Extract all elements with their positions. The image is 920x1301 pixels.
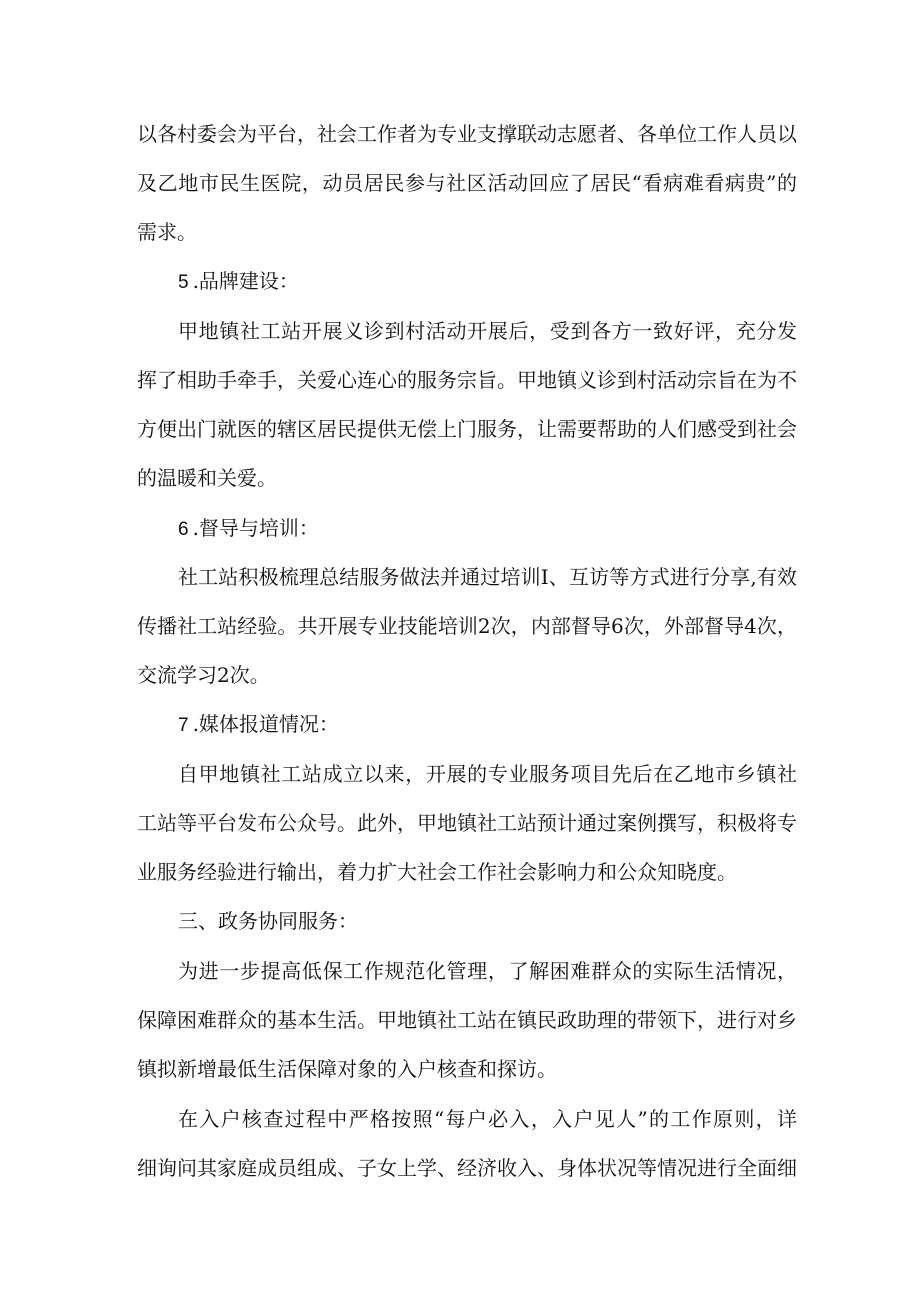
body-text-line: 保障困难群众的基本生活。甲地镇社工站在镇民政助理的带领下，进行对乡 [137,1008,797,1032]
section-title: .媒体报道情况： [192,712,339,736]
body-text-line: 以各村委会为平台，社会工作者为专业支撑联动志愿者、各单位工作人员以 [137,122,797,146]
body-text-line: 传播社工站经验。共开展专业技能培训2次，内部督导6次，外部督导4次， [137,614,797,638]
section-title: 三、政务协同服务： [178,909,358,933]
section-number: 5 [178,272,189,293]
section-heading [178,514,838,542]
section-heading [178,267,838,295]
body-text-line: 工站等平台发布公众号。此外，甲地镇社工站预计通过案例撰写，积极将专 [137,811,797,835]
body-text-line: 的温暖和关爱。 [137,466,277,490]
body-text-line: 镇拟新增最低生活保障对象的入户核查和探访。 [137,1057,557,1081]
section-heading [178,710,838,738]
body-text-line: 社工站积极梳理总结服务做法并通过培训I、互访等方式进行分享,有效 [178,565,797,589]
body-text-line: 业服务经验进行输出，着力扩大社会工作社会影响力和公众知晓度。 [137,860,737,884]
section-number: 6 [178,519,189,540]
body-text-line: 在入户核查过程中严格按照“每户必入，入户见人”的工作原则，详 [178,1107,797,1131]
body-text-line: 需求。 [137,220,197,244]
body-text-line: 甲地镇社工站开展义诊到村活动开展后，受到各方一致好评，充分发 [178,319,797,343]
body-text-line: 细询问其家庭成员组成、子女上学、经济收入、身体状况等情况进行全面细 [137,1156,797,1180]
section-title: .品牌建设： [192,269,299,293]
body-text-line: 挥了相助手牵手，关爱心连心的服务宗旨。甲地镇义诊到村活动宗旨在为不 [137,368,797,392]
body-text-line: 为进一步提高低保工作规范化管理，了解困难群众的实际生活情况， [178,959,797,983]
section-number: 7 [178,715,189,736]
body-text-line: 及乙地市民生医院，动员居民参与社区活动回应了居民“看病难看病贵”的 [137,171,797,195]
section-heading [178,907,838,935]
body-text-line: 交流学习2次。 [137,663,270,687]
section-title: .督导与培训： [192,516,319,540]
body-text-line: 方便出门就医的辖区居民提供无偿上门服务，让需要帮助的人们感受到社会 [137,417,797,441]
body-text-line: 自甲地镇社工站成立以来，开展的专业服务项目先后在乙地市乡镇社 [178,762,797,786]
